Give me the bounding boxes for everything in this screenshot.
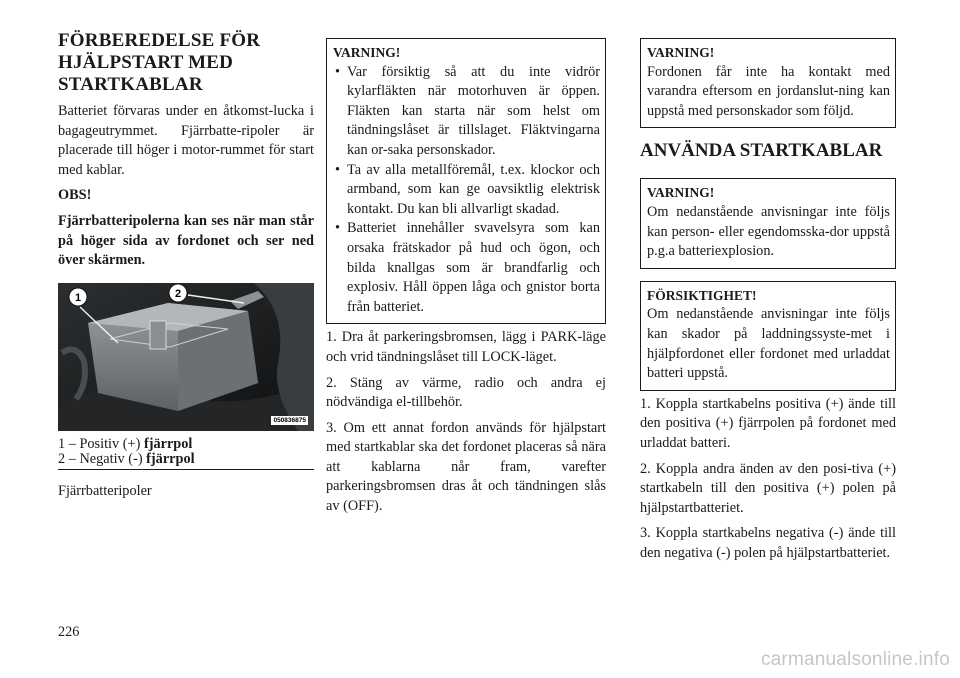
engine-compartment-photo — [58, 283, 314, 431]
intro-paragraph: Batteriet förvaras under en åtkomst-lucka i bagageutrymmet. Fjärrbatte-ripoler är placerade till höger i motor-rummet för start med kablar. — [58, 103, 314, 178]
warning-item: • Batteriet innehåller svavelsyra som kan orsaka frätskador på hud och ögon, och bilda knallgas som är brandfarlig och explosiv. Håll öppen låga och gnistor borta från batteriet. — [333, 219, 600, 317]
warning-box-contact — [640, 38, 896, 128]
photo-caption: Fjärrbatteripoler — [58, 482, 152, 499]
right-column — [640, 30, 896, 563]
warning-title: VARNING! — [647, 185, 715, 201]
section-title-preparation: FÖRBEREDELSE FÖR HJÄLPSTART MED STARTKABLAR — [58, 30, 261, 95]
warning-title: VARNING! — [333, 45, 401, 60]
step-3: 3. Koppla startkabelns negativa (-) ände till den negativa (-) polen på hjälpstartbatteriet. — [640, 525, 896, 561]
warning-item: • Ta av alla metallföremål, t.ex. klockor och armband, som kan ge oavsiktlig elektrisk kontakt. Du kan bli allvarligt skadad. — [333, 161, 600, 220]
step-1: 1. Dra åt parkeringsbromsen, lägg i PARK-läge och vrid tändningslåset till LOCK-läget. — [326, 329, 606, 365]
warning-item: • Var försiktig så att du inte vidrör kylarfläkten när motorhuven är öppen. Fläkten kan starta när som helst om tändningslåset är tillslaget. Fläktvingarna kan or-saka personskador. — [333, 63, 600, 161]
obs-text: Fjärrbatteripolerna kan ses när man står på höger sida av fordonet och ser ned över skärmen. — [58, 212, 314, 269]
photo-legend — [58, 437, 314, 470]
left-column — [58, 30, 314, 501]
legend-item-positive: 1 – Positiv (+) fjärrpol — [58, 435, 193, 452]
warning-title: VARNING! — [647, 45, 715, 60]
caution-title: FÖRSIKTIGHET! — [647, 287, 757, 303]
warning-box-fan — [326, 38, 606, 324]
step-3: 3. Om ett annat fordon används för hjälpstart med startkablar ska det fordonet placeras så nära att kablarna når fram, varefter parkeringsbromsen dras åt och tändningen slås av (OFF). — [326, 419, 606, 515]
step-1: 1. Koppla startkabelns positiva (+) ände till den positiva (+) fjärrpolen på fordonet med urladdat batteri. — [640, 395, 896, 451]
warning-list — [333, 63, 600, 318]
step-2: 2. Koppla andra änden av den posi-tiva (+) startkabeln till den positiva (+) polen på hjälpstartbatteriet. — [640, 460, 896, 516]
image-code: 050836875 — [273, 416, 306, 424]
callout-1: 1 — [74, 291, 82, 304]
photo-illustration — [58, 283, 314, 431]
caution-text: Om nedanstående anvisningar inte följs kan skador på laddningssyste-met i hjälpfordonet eller fordonet med urladdat batteri uppstå. — [647, 306, 890, 382]
callout-2: 2 — [174, 287, 182, 300]
section-title-jumper-cables: ANVÄNDA STARTKABLAR — [640, 140, 883, 162]
warning-text: Fordonen får inte ha kontakt med varandra eftersom en jordanslut-ning kan uppstå med personskador som följd. — [647, 63, 890, 119]
watermark: carmanualsonline.info — [760, 649, 950, 670]
middle-column — [326, 30, 606, 517]
legend-item-negative: 2 – Negativ (-) fjärrpol — [58, 450, 195, 467]
warning-text: Om nedanstående anvisningar inte följs kan person- eller egendomsska-dor uppstå p.g.a batteriexplosion. — [647, 203, 890, 260]
step-2: 2. Stäng av värme, radio och andra ej nödvändiga el-tillbehör. — [326, 374, 606, 411]
page-number: 226 — [58, 624, 80, 640]
caution-box — [640, 281, 896, 391]
warning-box-explosion — [640, 178, 896, 268]
obs-label: OBS! — [58, 187, 92, 204]
